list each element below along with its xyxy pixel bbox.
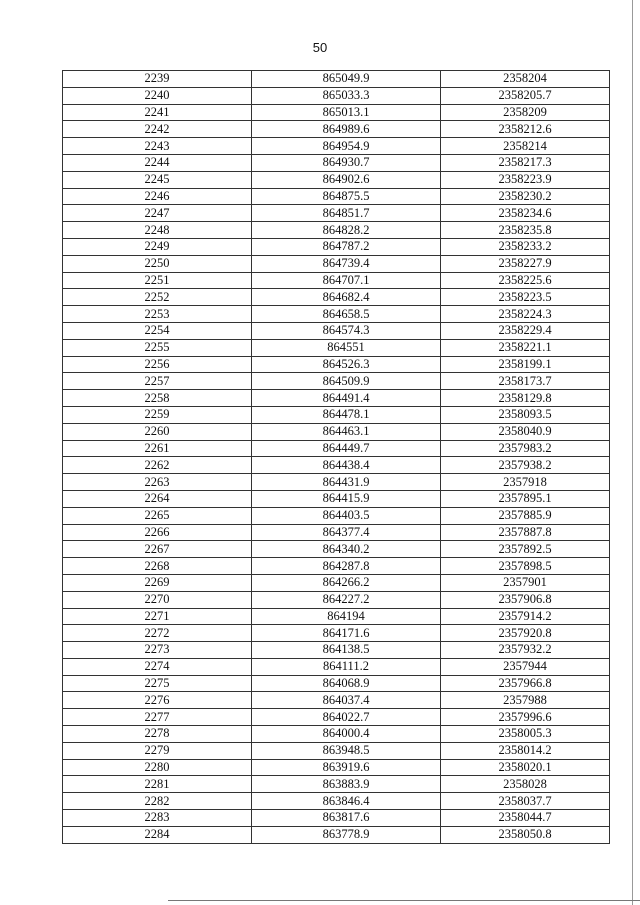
point-number-cell: 2258 [63,390,252,407]
point-number-cell: 2246 [63,188,252,205]
table-row [63,222,610,239]
x-coordinate-cell: 865049.9 [252,71,441,88]
x-coordinate-cell: 864526.3 [252,356,441,373]
x-coordinate-cell: 864068.9 [252,675,441,692]
y-coordinate-cell: 2357932.2 [441,642,610,659]
table-row [63,558,610,575]
table-row [63,390,610,407]
point-number-cell: 2248 [63,222,252,239]
point-number-cell: 2274 [63,658,252,675]
x-coordinate-cell: 864037.4 [252,692,441,709]
y-coordinate-cell: 2358233.2 [441,238,610,255]
point-number-cell: 2276 [63,692,252,709]
table-row [63,625,610,642]
x-coordinate-cell: 864111.2 [252,658,441,675]
point-number-cell: 2275 [63,675,252,692]
point-number-cell: 2242 [63,121,252,138]
point-number-cell: 2255 [63,339,252,356]
x-coordinate-cell: 864403.5 [252,507,441,524]
x-coordinate-cell: 864022.7 [252,709,441,726]
x-coordinate-cell: 864171.6 [252,625,441,642]
coordinates-table [62,70,610,844]
y-coordinate-cell: 2357988 [441,692,610,709]
point-number-cell: 2240 [63,87,252,104]
page-number: 50 [312,40,328,55]
point-number-cell: 2250 [63,255,252,272]
y-coordinate-cell: 2357996.6 [441,709,610,726]
x-coordinate-cell: 864340.2 [252,541,441,558]
x-coordinate-cell: 864658.5 [252,306,441,323]
x-coordinate-cell: 864449.7 [252,440,441,457]
x-coordinate-cell: 864194 [252,608,441,625]
y-coordinate-cell: 2358227.9 [441,255,610,272]
y-coordinate-cell: 2358225.6 [441,272,610,289]
x-coordinate-cell: 864902.6 [252,171,441,188]
x-coordinate-cell: 863919.6 [252,759,441,776]
x-coordinate-cell: 863846.4 [252,793,441,810]
x-coordinate-cell: 864377.4 [252,524,441,541]
y-coordinate-cell: 2357901 [441,574,610,591]
y-coordinate-cell: 2358223.5 [441,289,610,306]
x-coordinate-cell: 864509.9 [252,373,441,390]
table-row [63,154,610,171]
table-row [63,675,610,692]
point-number-cell: 2249 [63,238,252,255]
y-coordinate-cell: 2357983.2 [441,440,610,457]
y-coordinate-cell: 2358014.2 [441,742,610,759]
table-row [63,574,610,591]
table-row [63,188,610,205]
table-row [63,591,610,608]
x-coordinate-cell: 863883.9 [252,776,441,793]
point-number-cell: 2239 [63,71,252,88]
point-number-cell: 2244 [63,154,252,171]
y-coordinate-cell: 2358209 [441,104,610,121]
y-coordinate-cell: 2357918 [441,474,610,491]
y-coordinate-cell: 2357938.2 [441,457,610,474]
x-coordinate-cell: 864739.4 [252,255,441,272]
page-edge-right [632,0,633,905]
x-coordinate-cell: 864875.5 [252,188,441,205]
table-row [63,87,610,104]
table-row [63,810,610,827]
y-coordinate-cell: 2358224.3 [441,306,610,323]
x-coordinate-cell: 864463.1 [252,423,441,440]
x-coordinate-cell: 863817.6 [252,810,441,827]
point-number-cell: 2273 [63,642,252,659]
y-coordinate-cell: 2358040.9 [441,423,610,440]
y-coordinate-cell: 2358221.1 [441,339,610,356]
table-row [63,289,610,306]
point-number-cell: 2272 [63,625,252,642]
table-row [63,356,610,373]
table-row [63,373,610,390]
table-row [63,423,610,440]
y-coordinate-cell: 2358044.7 [441,810,610,827]
table-row [63,826,610,843]
y-coordinate-cell: 2357887.8 [441,524,610,541]
y-coordinate-cell: 2357920.8 [441,625,610,642]
point-number-cell: 2253 [63,306,252,323]
x-coordinate-cell: 864551 [252,339,441,356]
y-coordinate-cell: 2357914.2 [441,608,610,625]
point-number-cell: 2280 [63,759,252,776]
x-coordinate-cell: 864989.6 [252,121,441,138]
y-coordinate-cell: 2357892.5 [441,541,610,558]
point-number-cell: 2281 [63,776,252,793]
table-row [63,759,610,776]
table-row [63,692,610,709]
x-coordinate-cell: 864787.2 [252,238,441,255]
table-row [63,121,610,138]
y-coordinate-cell: 2358230.2 [441,188,610,205]
point-number-cell: 2282 [63,793,252,810]
table-row [63,474,610,491]
y-coordinate-cell: 2358223.9 [441,171,610,188]
y-coordinate-cell: 2358204 [441,71,610,88]
x-coordinate-cell: 864491.4 [252,390,441,407]
table-row [63,406,610,423]
point-number-cell: 2270 [63,591,252,608]
table-row [63,742,610,759]
point-number-cell: 2265 [63,507,252,524]
table-body [63,71,610,844]
table-row [63,339,610,356]
y-coordinate-cell: 2358205.7 [441,87,610,104]
y-coordinate-cell: 2358028 [441,776,610,793]
table-row [63,205,610,222]
y-coordinate-cell: 2358235.8 [441,222,610,239]
table-row [63,642,610,659]
x-coordinate-cell: 864930.7 [252,154,441,171]
point-number-cell: 2279 [63,742,252,759]
y-coordinate-cell: 2358214 [441,138,610,155]
point-number-cell: 2260 [63,423,252,440]
point-number-cell: 2251 [63,272,252,289]
y-coordinate-cell: 2357898.5 [441,558,610,575]
point-number-cell: 2243 [63,138,252,155]
x-coordinate-cell: 864415.9 [252,490,441,507]
table-row [63,541,610,558]
table-row [63,457,610,474]
y-coordinate-cell: 2358005.3 [441,726,610,743]
y-coordinate-cell: 2358020.1 [441,759,610,776]
y-coordinate-cell: 2358173.7 [441,373,610,390]
x-coordinate-cell: 865033.3 [252,87,441,104]
point-number-cell: 2277 [63,709,252,726]
x-coordinate-cell: 864707.1 [252,272,441,289]
table-row [63,255,610,272]
point-number-cell: 2264 [63,490,252,507]
y-coordinate-cell: 2357944 [441,658,610,675]
point-number-cell: 2256 [63,356,252,373]
y-coordinate-cell: 2358050.8 [441,826,610,843]
y-coordinate-cell: 2358234.6 [441,205,610,222]
point-number-cell: 2241 [63,104,252,121]
x-coordinate-cell: 864227.2 [252,591,441,608]
y-coordinate-cell: 2357966.8 [441,675,610,692]
page-edge-bottom [168,900,640,901]
point-number-cell: 2283 [63,810,252,827]
x-coordinate-cell: 864851.7 [252,205,441,222]
point-number-cell: 2278 [63,726,252,743]
point-number-cell: 2254 [63,322,252,339]
x-coordinate-cell: 864000.4 [252,726,441,743]
x-coordinate-cell: 864438.4 [252,457,441,474]
table-row [63,171,610,188]
point-number-cell: 2268 [63,558,252,575]
y-coordinate-cell: 2358229.4 [441,322,610,339]
table-row [63,524,610,541]
y-coordinate-cell: 2358129.8 [441,390,610,407]
point-number-cell: 2245 [63,171,252,188]
point-number-cell: 2269 [63,574,252,591]
x-coordinate-cell: 863948.5 [252,742,441,759]
point-number-cell: 2247 [63,205,252,222]
x-coordinate-cell: 864828.2 [252,222,441,239]
table-row [63,138,610,155]
x-coordinate-cell: 864266.2 [252,574,441,591]
point-number-cell: 2259 [63,406,252,423]
table-row [63,658,610,675]
table-row [63,71,610,88]
table-row [63,793,610,810]
y-coordinate-cell: 2357906.8 [441,591,610,608]
point-number-cell: 2262 [63,457,252,474]
y-coordinate-cell: 2357885.9 [441,507,610,524]
point-number-cell: 2267 [63,541,252,558]
table-row [63,238,610,255]
y-coordinate-cell: 2358037.7 [441,793,610,810]
table-row [63,608,610,625]
table-row [63,104,610,121]
point-number-cell: 2252 [63,289,252,306]
y-coordinate-cell: 2357895.1 [441,490,610,507]
table-row [63,726,610,743]
point-number-cell: 2271 [63,608,252,625]
x-coordinate-cell: 864682.4 [252,289,441,306]
point-number-cell: 2266 [63,524,252,541]
x-coordinate-cell: 864431.9 [252,474,441,491]
x-coordinate-cell: 864138.5 [252,642,441,659]
table-row [63,776,610,793]
point-number-cell: 2261 [63,440,252,457]
x-coordinate-cell: 864954.9 [252,138,441,155]
table-row [63,306,610,323]
table-row [63,709,610,726]
point-number-cell: 2257 [63,373,252,390]
y-coordinate-cell: 2358217.3 [441,154,610,171]
point-number-cell: 2263 [63,474,252,491]
table-row [63,440,610,457]
y-coordinate-cell: 2358212.6 [441,121,610,138]
table-row [63,272,610,289]
y-coordinate-cell: 2358199.1 [441,356,610,373]
y-coordinate-cell: 2358093.5 [441,406,610,423]
table-row [63,322,610,339]
x-coordinate-cell: 865013.1 [252,104,441,121]
point-number-cell: 2284 [63,826,252,843]
table-row [63,490,610,507]
x-coordinate-cell: 864574.3 [252,322,441,339]
x-coordinate-cell: 864287.8 [252,558,441,575]
table-row [63,507,610,524]
x-coordinate-cell: 863778.9 [252,826,441,843]
x-coordinate-cell: 864478.1 [252,406,441,423]
